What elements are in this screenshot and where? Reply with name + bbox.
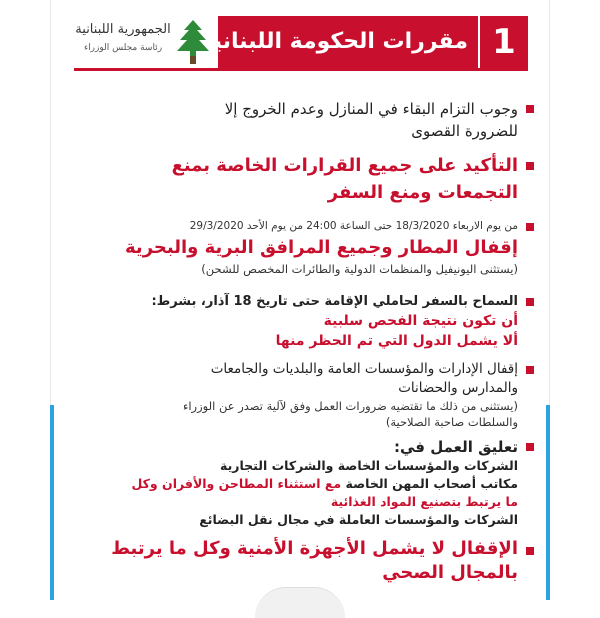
- sub-item-exception-cont: ما يرتبط بتصنيع المواد الغذائية: [330, 494, 518, 509]
- sub-item-offices: [78, 475, 518, 493]
- title-banner: [200, 16, 528, 68]
- square-bullet-icon: [526, 443, 534, 451]
- item-security-exception: [78, 537, 518, 585]
- blue-side-bar-left: [50, 405, 54, 600]
- item-suspend-work: [78, 437, 518, 529]
- item-airport-closure: [78, 218, 518, 277]
- bottom-decoration: [255, 587, 345, 618]
- item-note-line: (يستثنى من ذلك ما تقتضيه ضرورات العمل وفق لآلية تصدر عن الوزراء: [182, 399, 518, 413]
- item-note: (يستثنى اليونيفيل والمنظمات الدولية والطائرات المخصص للشحن): [201, 262, 518, 276]
- blue-side-bar-right: [546, 405, 550, 600]
- square-bullet-icon: [526, 105, 534, 113]
- logo-line-2: رئاسة مجلس الوزراء: [83, 43, 163, 53]
- logo-text: [74, 20, 172, 56]
- item-line: التجمعات ومنع السفر: [327, 182, 518, 203]
- item-travel-residency: [78, 292, 518, 351]
- item-line: وجوب التزام البقاء في المنازل وعدم الخروج إلا: [224, 100, 518, 118]
- header: [74, 16, 528, 78]
- square-bullet-icon: [526, 366, 534, 374]
- item-headline: إقفال المطار وجميع المرافق البرية والبحرية: [125, 237, 518, 258]
- item-line: السماح بالسفر لحاملي الإقامة حتى تاريخ 18 آذار، بشرط:: [151, 294, 518, 309]
- logo-line-1: الجمهورية اللبنانية: [75, 22, 171, 37]
- item-line: إقفال الإدارات والمؤسسات العامة والبلديات والجامعات: [210, 361, 518, 377]
- square-bullet-icon: [526, 298, 534, 306]
- condition-1: أن تكون نتيجة الفحص سلبية: [323, 313, 518, 329]
- item-stay-home: [78, 98, 518, 142]
- item-line: بالمجال الصحي: [382, 562, 518, 583]
- date-range: من يوم الاربعاء 18/3/2020 حتى الساعة 24:00 من يوم الأحد 29/3/2020: [189, 220, 518, 232]
- sub-item-companies: الشركات والمؤسسات الخاصة والشركات التجارية: [220, 458, 518, 473]
- sub-item-offices-text: مكاتب أصحاب المهن الخاصة: [345, 476, 518, 491]
- item-title: تعليق العمل في:: [394, 438, 518, 456]
- government-logo: [74, 16, 214, 68]
- section-number: 1: [478, 16, 528, 68]
- square-bullet-icon: [526, 547, 534, 555]
- square-bullet-icon: [526, 223, 534, 231]
- item-gatherings: [78, 152, 518, 206]
- cedar-tree-icon: [174, 18, 212, 66]
- item-administrations-closure: [78, 360, 518, 430]
- item-line: الإقفال لا يشمل الأجهزة الأمنية وكل ما يرتبط: [111, 538, 518, 559]
- item-note-line: والسلطات صاحبة الصلاحية): [385, 415, 518, 429]
- sub-item-exception: مع استثناء المطاحن والأفران وكل: [131, 476, 342, 491]
- item-line: والمدارس والحضانات: [398, 380, 518, 396]
- item-line: التأكيد على جميع القرارات الخاصة بمنع: [171, 155, 518, 176]
- item-line: للضرورة القصوى: [411, 122, 518, 140]
- sub-item-transport: الشركات والمؤسسات العاملة في مجال نقل البضائع: [199, 512, 518, 527]
- header-underline: [74, 68, 528, 71]
- condition-2: ألا يشمل الدول التي تم الحظر منها: [275, 333, 518, 349]
- square-bullet-icon: [526, 162, 534, 170]
- banner-title: مقررات الحكومة اللبنانية: [200, 29, 468, 54]
